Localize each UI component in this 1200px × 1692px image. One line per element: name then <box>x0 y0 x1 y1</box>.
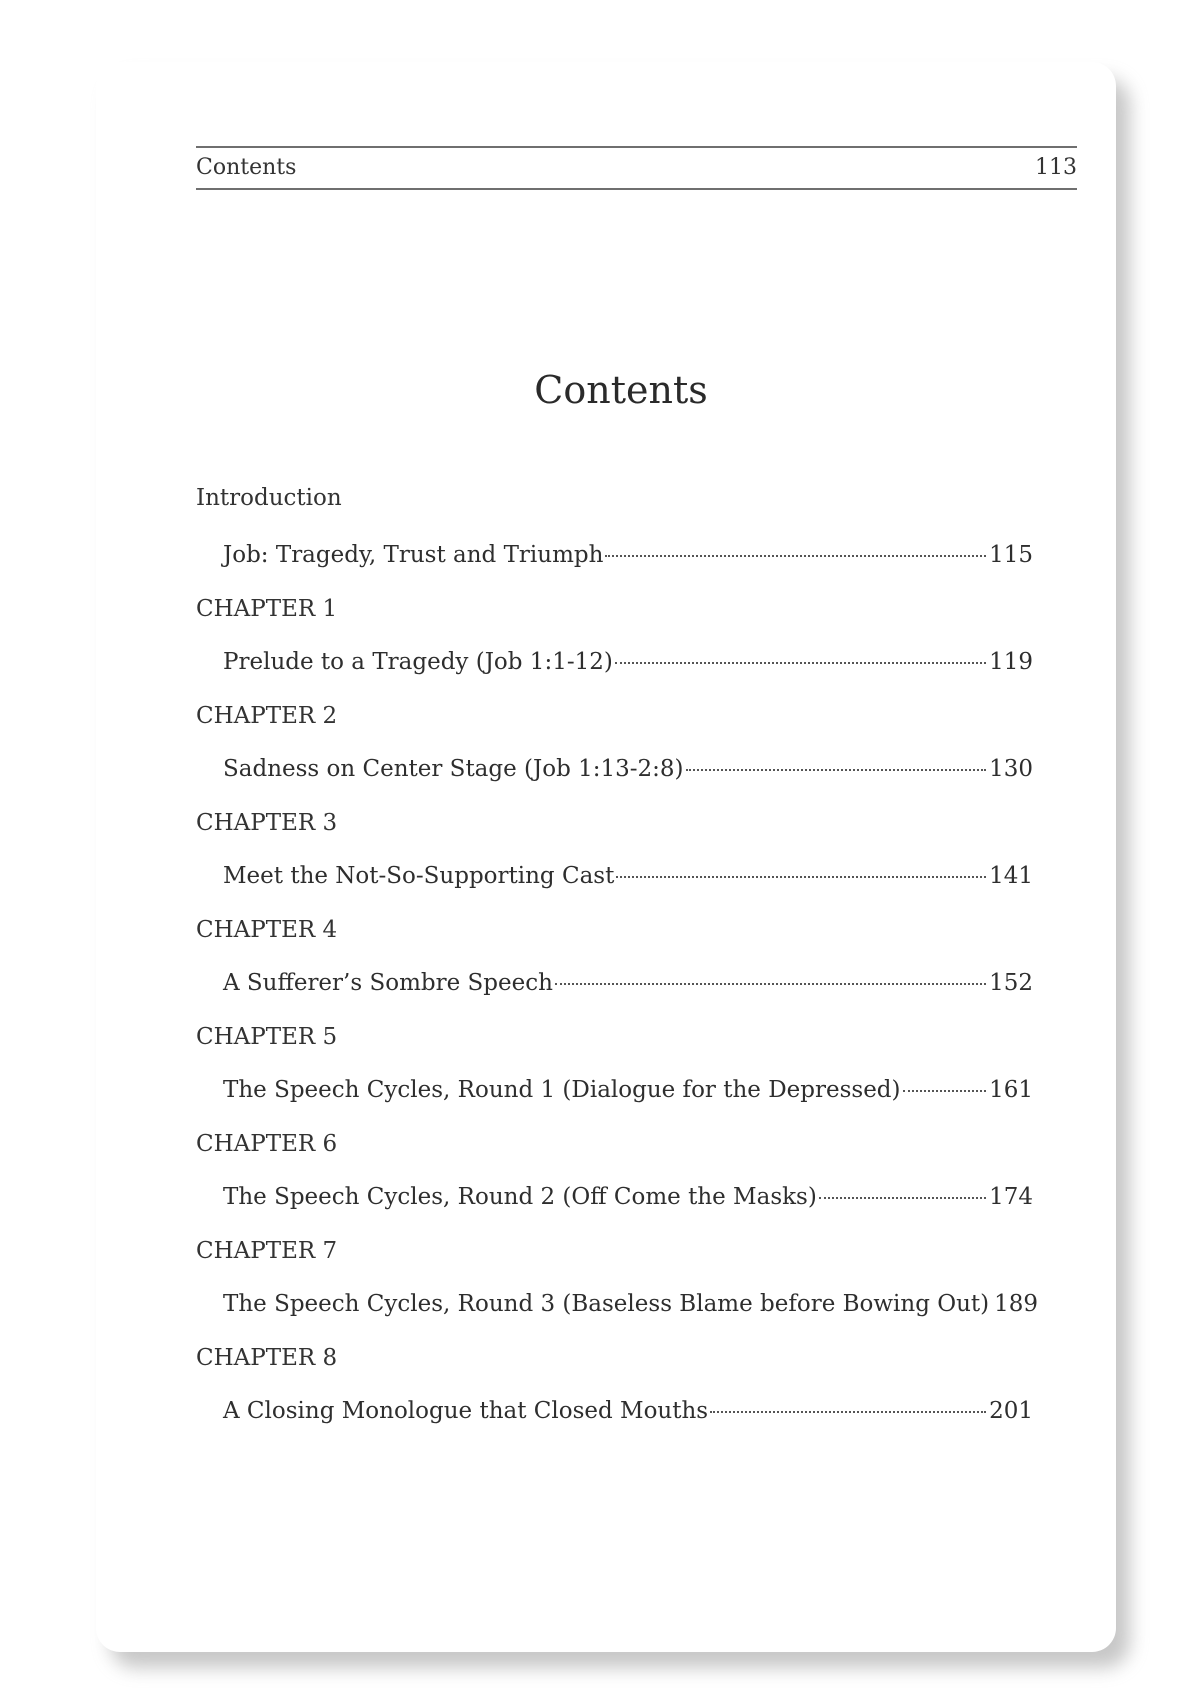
toc-entry[interactable] <box>223 528 1033 583</box>
toc-entry[interactable] <box>223 1170 1033 1225</box>
toc-entry[interactable] <box>223 1384 1033 1439</box>
toc-section-label: CHAPTER 1 <box>196 596 338 622</box>
toc-section-label: CHAPTER 6 <box>196 1131 338 1157</box>
dot-leader <box>555 983 986 985</box>
running-header-title: Contents <box>196 155 297 180</box>
toc-entry-title: Sadness on Center Stage (Job 1:13-2:8) <box>223 756 684 782</box>
toc-section-label: CHAPTER 3 <box>196 810 338 836</box>
toc-entry-page: 201 <box>989 1398 1033 1424</box>
toc-section-label: CHAPTER 5 <box>196 1024 338 1050</box>
toc-entry-title: A Sufferer’s Sombre Speech <box>223 970 553 996</box>
toc-entry-title: The Speech Cycles, Round 3 (Baseless Blame before Bowing Out) <box>223 1291 990 1317</box>
toc-entry-title: The Speech Cycles, Round 1 (Dialogue for the Depressed) <box>223 1077 901 1103</box>
running-header <box>196 146 1077 190</box>
toc-entry-page: 115 <box>989 542 1033 568</box>
table-of-contents <box>196 472 1039 1439</box>
dot-leader <box>616 876 986 878</box>
page-title: Contents <box>534 368 708 412</box>
toc-entry-page: 161 <box>989 1077 1033 1103</box>
dot-leader <box>819 1197 986 1199</box>
toc-entry-title: Prelude to a Tragedy (Job 1:1-12) <box>223 649 613 675</box>
toc-section-label: CHAPTER 4 <box>196 917 338 943</box>
toc-entry[interactable] <box>223 956 1033 1011</box>
running-header-page-number: 113 <box>1035 155 1077 180</box>
dot-leader <box>710 1411 986 1413</box>
dot-leader <box>903 1090 987 1092</box>
dot-leader <box>605 555 986 557</box>
toc-section-label: CHAPTER 8 <box>196 1345 338 1371</box>
toc-entry[interactable] <box>223 635 1033 690</box>
dot-leader <box>686 769 987 771</box>
toc-entry-title: Meet the Not-So-Supporting Cast <box>223 863 615 889</box>
toc-entry-title: A Closing Monologue that Closed Mouths <box>223 1398 709 1424</box>
dot-leader <box>615 662 986 664</box>
toc-entry-title: The Speech Cycles, Round 2 (Off Come the Masks) <box>223 1184 817 1210</box>
toc-entry[interactable] <box>223 742 1033 797</box>
toc-entry-page: 130 <box>989 756 1033 782</box>
toc-entry[interactable] <box>223 849 1033 904</box>
toc-entry-page: 119 <box>989 649 1033 675</box>
toc-section-label: Introduction <box>196 485 342 511</box>
toc-entry[interactable] <box>223 1063 1033 1118</box>
toc-entry-page: 141 <box>989 863 1033 889</box>
toc-entry[interactable] <box>223 1277 1039 1332</box>
toc-entry-page: 174 <box>989 1184 1033 1210</box>
toc-section-label: CHAPTER 7 <box>196 1238 338 1264</box>
toc-entry-page: 189 <box>994 1291 1039 1317</box>
toc-entry-page: 152 <box>989 970 1033 996</box>
toc-section-label: CHAPTER 2 <box>196 703 338 729</box>
toc-entry-title: Job: Tragedy, Trust and Triumph <box>223 542 604 568</box>
